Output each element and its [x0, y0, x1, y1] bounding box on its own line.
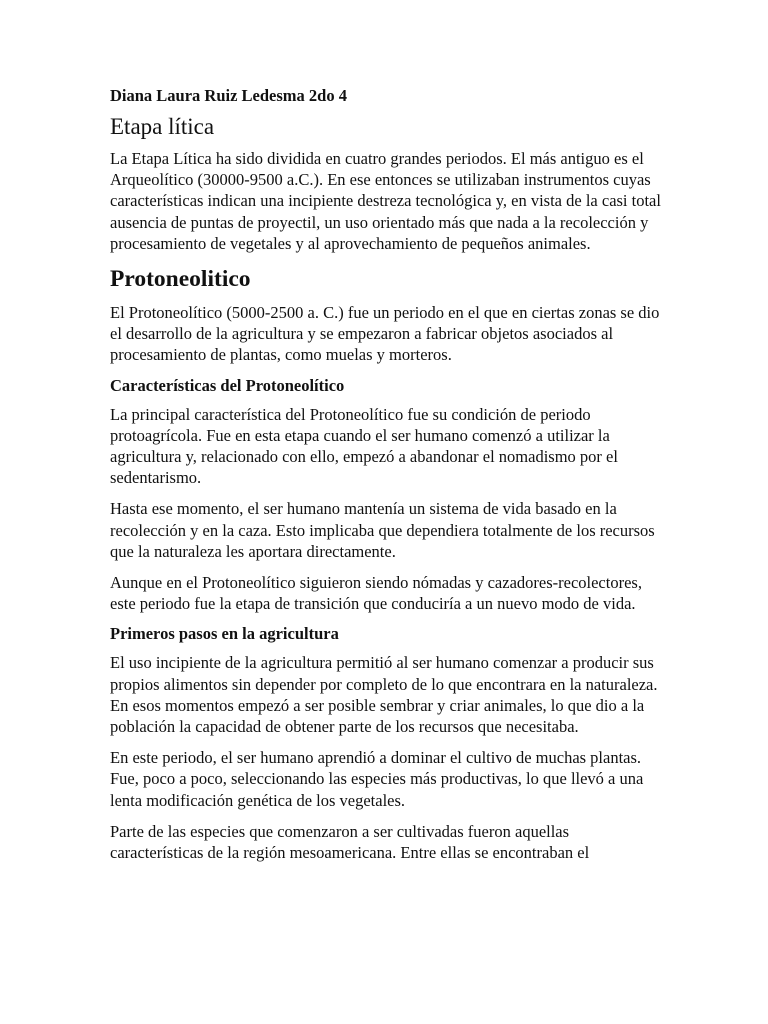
- paragraph-caracteristicas-2: Hasta ese momento, el ser humano mantenía un sistema de vida basado en la recolección y en la caza. Esto implicaba que dependiera totalmente de los recursos que la naturaleza les aportara directamente.: [110, 499, 655, 561]
- paragraph-etapa-litica: La Etapa Lítica ha sido dividida en cuatro grandes periodos. El más antiguo es el Arqueolítico (30000-9500 a.C.). En ese entonces se utilizaban instrumentos cuyas características indican una incipiente destreza tecnológica y, en vista de la casi total ausencia de puntas de proyectil, un uso orientado más que nada a la recolección y procesamiento de vegetales y al aprovechamiento de pequeños animales.: [110, 149, 661, 253]
- subheading-primeros-pasos: Primeros pasos en la agricultura: [110, 624, 339, 644]
- document-page: [110, 86, 662, 873]
- paragraph-caracteristicas-1: La principal característica del Protoneolítico fue su condición de periodo protoagrícola. Fue en esta etapa cuando el ser humano comenzó a utilizar la agricultura y, relacionado con ello, empezó a abandonar el nomadismo por el sedentarismo.: [110, 404, 618, 488]
- heading-protoneolitico: Protoneolitico: [110, 266, 251, 293]
- paragraph-protoneolitico-intro: El Protoneolítico (5000-2500 a. C.) fue un periodo en el que en ciertas zonas se dio el desarrollo de la agricultura y se empezaron a fabricar objetos asociados al procesamiento de plantas, como muelas y morteros.: [110, 303, 660, 365]
- paragraph-primeros-pasos-1: El uso incipiente de la agricultura permitió al ser humano comenzar a producir sus propios alimentos sin depender por completo de lo que encontrara en la naturaleza. En esos momentos empezó a ser posible sembrar y criar animales, lo que dio a la población la capacidad de obtener parte de los recursos que necesitaba.: [110, 653, 658, 737]
- subheading-caracteristicas: Características del Protoneolítico: [110, 375, 345, 395]
- paragraph-primeros-pasos-3: Parte de las especies que comenzaron a ser cultivadas fueron aquellas características de la región mesoamericana. Entre ellas se encontraban el: [110, 821, 590, 863]
- paragraph-primeros-pasos-2: En este periodo, el ser humano aprendió a dominar el cultivo de muchas plantas. Fue, poco a poco, seleccionando las especies más productivas, lo que llevó a una lenta modificación genética de los vegetales.: [110, 748, 644, 810]
- paragraph-caracteristicas-3: Aunque en el Protoneolítico siguieron siendo nómadas y cazadores-recolectores, este periodo fue la etapa de transición que conduciría a un nuevo modo de vida.: [110, 573, 642, 614]
- author-line: Diana Laura Ruiz Ledesma 2do 4: [110, 86, 347, 105]
- heading-etapa-litica: Etapa lítica: [110, 114, 215, 139]
